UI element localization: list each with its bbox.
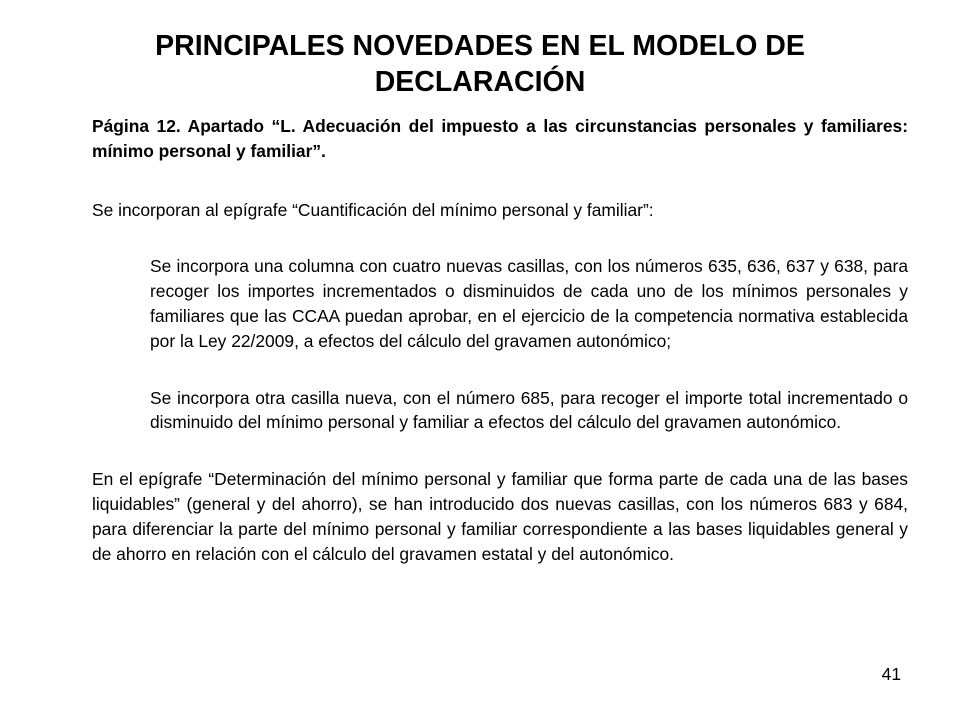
indented-paragraph-casilla-685: Se incorpora otra casilla nueva, con el número 685, para recoger el importe total incrementado o disminuido del mínimo personal y familiar a efectos del cálculo del gravamen autonómico. — [150, 387, 908, 433]
slide-title: PRINCIPALES NOVEDADES EN EL MODELO DE DECLARACIÓN — [155, 30, 805, 98]
indented-paragraph-columns: Se incorpora una columna con cuatro nuevas casillas, con los números 635, 636, 637 y 638, para recoger los importes incrementados o disminuidos de cada uno de los mínimos personales y familiares que las CCAA puedan aprobar, en el ejercicio de la competencia normativa establecida por la Ley 22/2009, a efectos del cálculo del gravamen autonómico; — [150, 256, 908, 351]
page-number: 41 — [881, 664, 901, 684]
closing-paragraph: En el epígrafe “Determinación del mínimo personal y familiar que forma parte de cada una de las bases liquidables” (general y del ahorro), se han introducido dos nuevas casillas, con los números 683 y 684, para diferenciar la parte del mínimo personal y familiar correspondiente a las bases liquidables general y de ahorro en relación con el cálculo del gravamen estatal y del autonómico. — [92, 469, 908, 564]
section-heading: Página 12. Apartado “L. Adecuación del impuesto a las circunstancias personales y familiares: mínimo personal y familiar”. — [92, 116, 908, 161]
slide-body — [92, 114, 908, 566]
intro-paragraph: Se incorporan al epígrafe “Cuantificación del mínimo personal y familiar”: — [92, 199, 654, 220]
